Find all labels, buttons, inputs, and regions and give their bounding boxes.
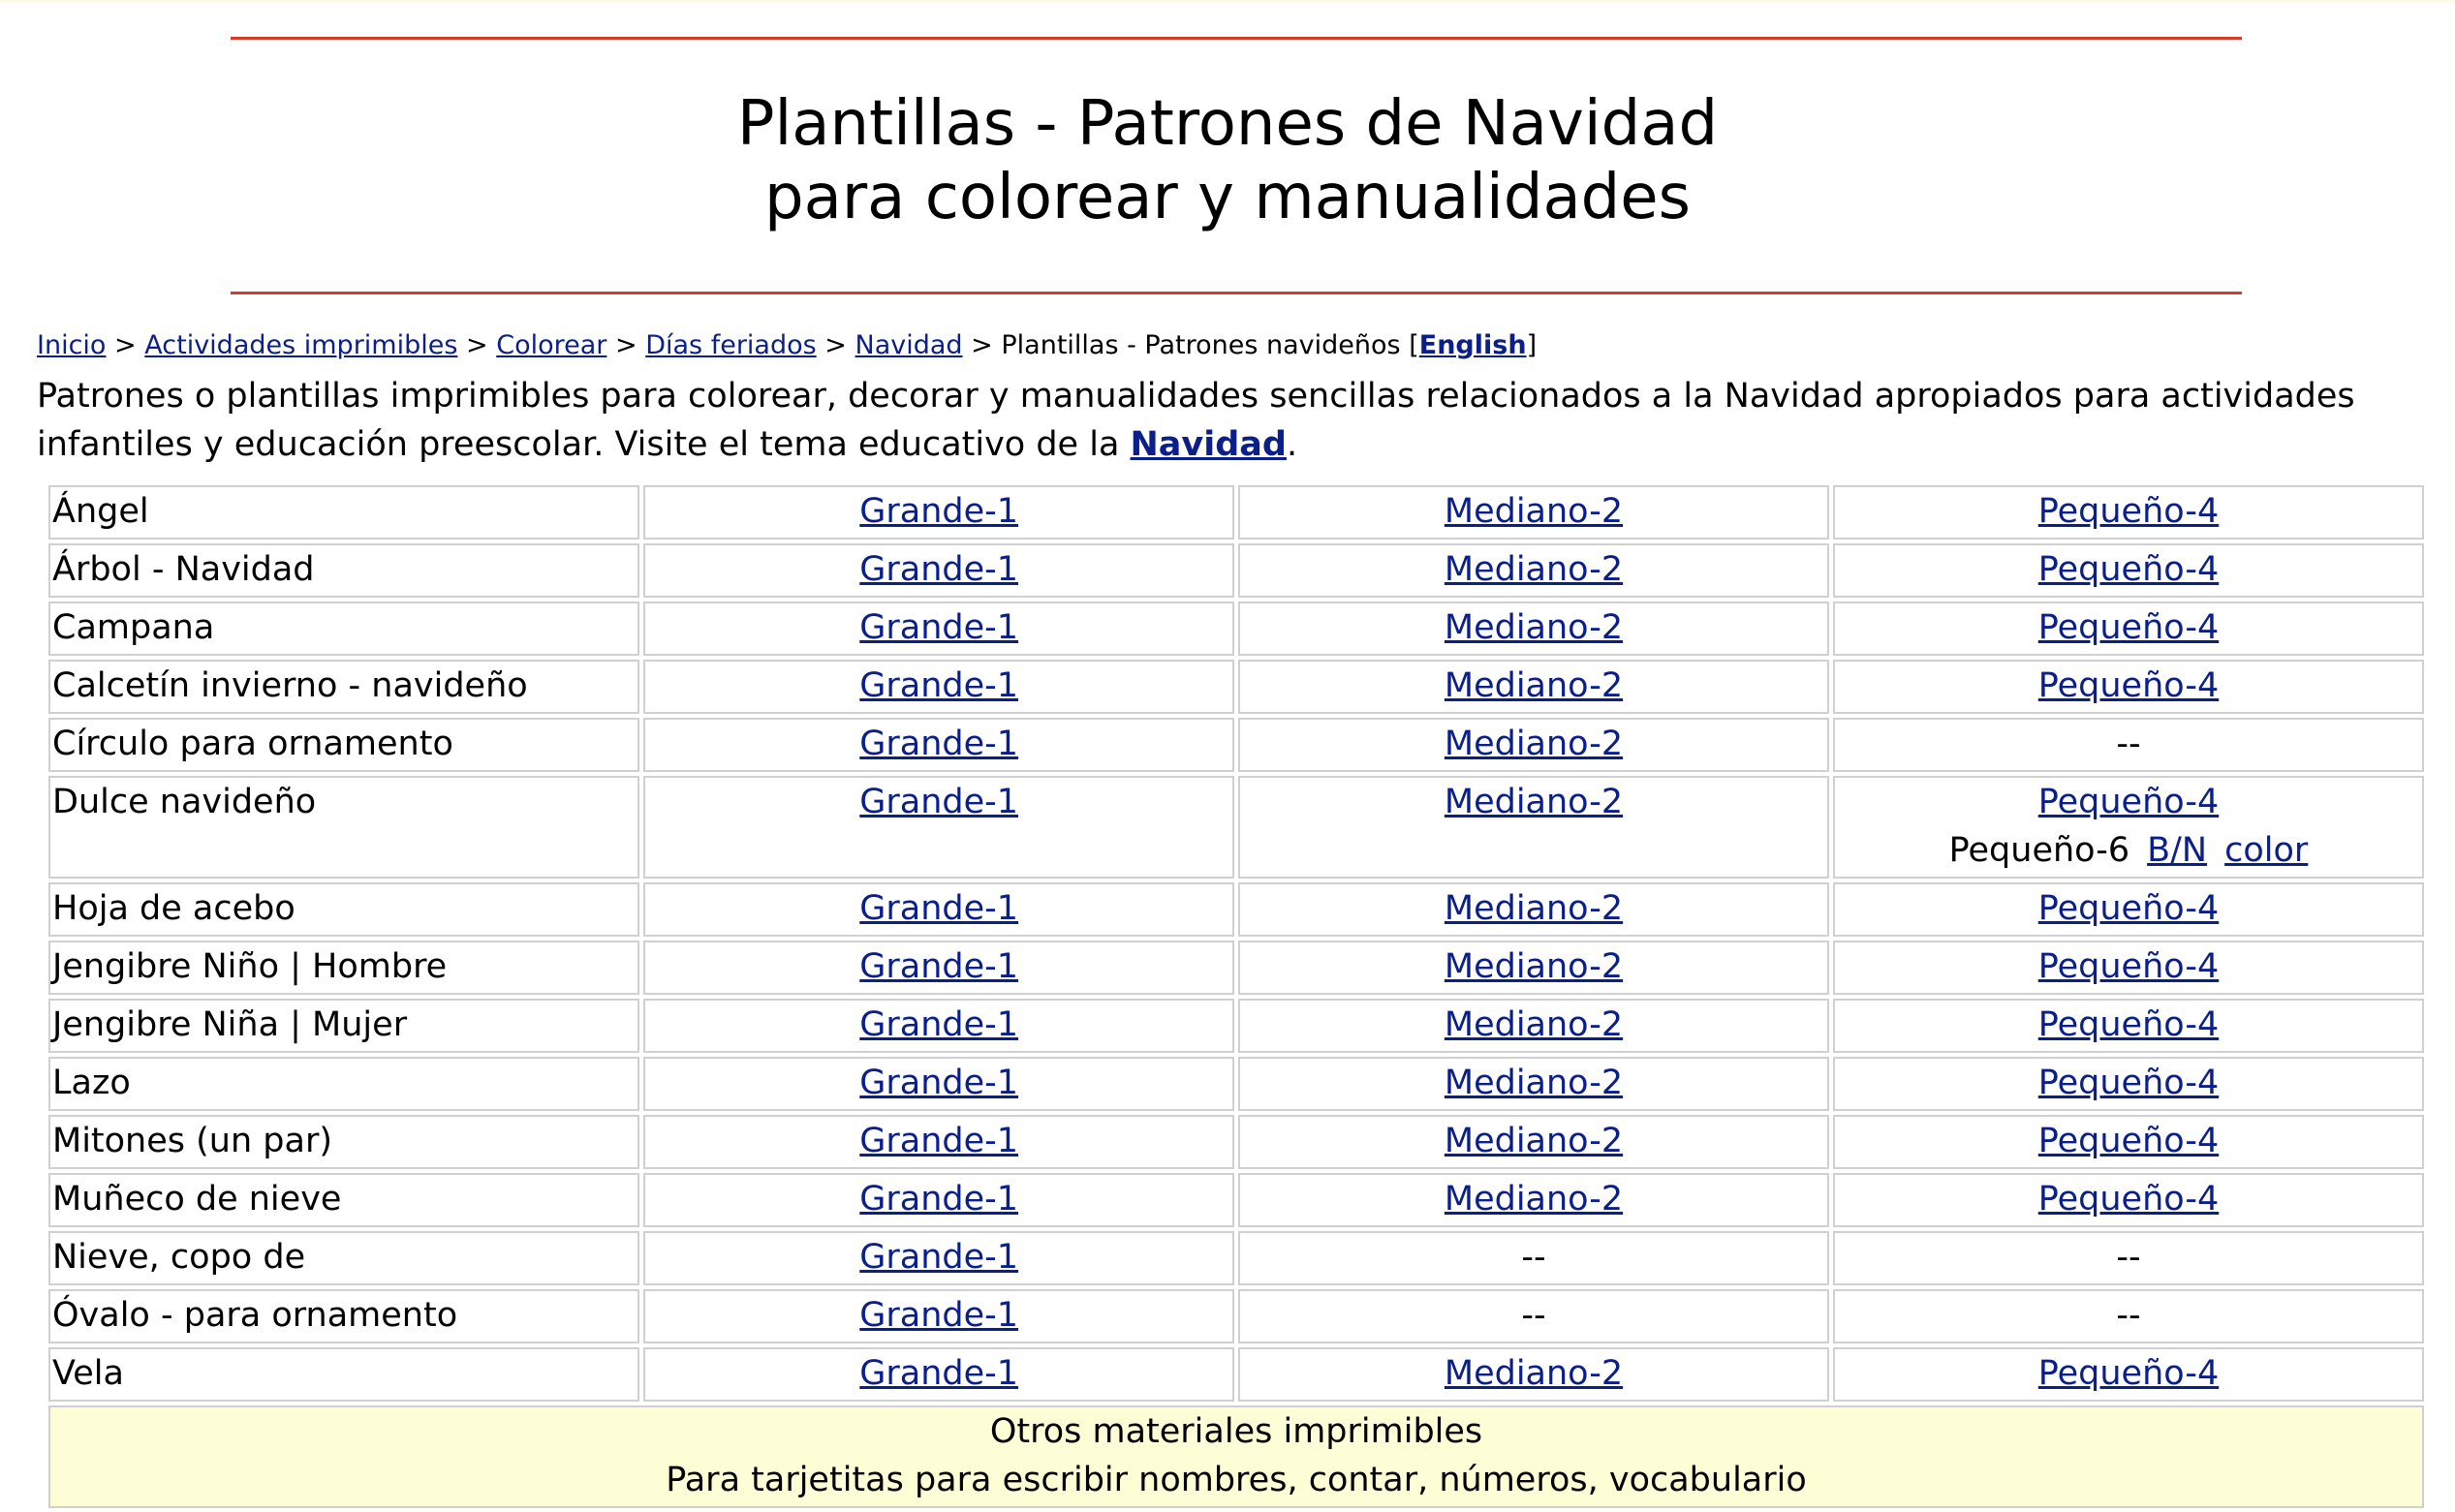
unavailable-marker: --: [1521, 1238, 1546, 1277]
templates-table-body: [48, 485, 2424, 1508]
template-name-cell: [48, 941, 639, 995]
pequeno-link[interactable]: Pequeño-4: [2037, 550, 2220, 589]
pequeno-cell: [1833, 543, 2424, 598]
page-title-line-2: para colorear y manualidades: [763, 162, 1692, 233]
grande-link[interactable]: Grande-1: [859, 1238, 1019, 1277]
breadcrumb: [37, 327, 1537, 364]
page-title-line-1: Plantillas - Patrones de Navidad: [736, 88, 1719, 160]
breadcrumb-link-actividades[interactable]: Actividades imprimibles: [144, 330, 458, 360]
template-name-cell: [48, 1347, 639, 1402]
template-name: Hoja de acebo: [52, 889, 295, 928]
mediano-cell: [1238, 660, 1829, 714]
table-row: [48, 882, 2424, 937]
grande-link[interactable]: Grande-1: [859, 947, 1019, 986]
breadcrumb-separator: >: [615, 330, 637, 360]
pequeno-link[interactable]: Pequeño-4: [2037, 1354, 2220, 1393]
template-name: Calcetín invierno - navideño: [52, 666, 528, 705]
pequeno-link[interactable]: Pequeño-4: [2037, 1122, 2220, 1160]
extra-size-label: Pequeño-6: [1948, 831, 2130, 870]
template-name: Óvalo - para ornamento: [52, 1296, 458, 1335]
template-name: Círculo para ornamento: [52, 725, 453, 763]
mediano-cell: [1238, 1173, 1829, 1227]
grande-cell: [643, 941, 1234, 995]
table-row: [48, 776, 2424, 879]
template-name: Lazo: [52, 1064, 131, 1102]
grande-link[interactable]: Grande-1: [859, 1122, 1019, 1160]
other-materials-cell: [48, 1405, 2424, 1508]
pequeno-link[interactable]: Pequeño-4: [2037, 1180, 2220, 1219]
page-title: [0, 87, 2455, 234]
grande-link[interactable]: Grande-1: [859, 1296, 1019, 1335]
extra-size-line: [1837, 826, 2420, 875]
pequeno-cell: [1833, 776, 2424, 879]
grande-link[interactable]: Grande-1: [859, 608, 1019, 647]
pequeno-link[interactable]: Pequeño-4: [2037, 492, 2220, 531]
template-name-cell: [48, 718, 639, 772]
template-name-cell: [48, 999, 639, 1053]
breadcrumb-current: Plantillas - Patrones navideños: [1001, 330, 1401, 360]
grande-cell: [643, 602, 1234, 656]
grande-cell: [643, 999, 1234, 1053]
grande-link[interactable]: Grande-1: [859, 725, 1019, 763]
table-row: [48, 1173, 2424, 1227]
table-row: [48, 1057, 2424, 1111]
mediano-cell: [1238, 999, 1829, 1053]
template-name-cell: [48, 776, 639, 879]
language-bracket-open: [: [1409, 330, 1419, 360]
mediano-link[interactable]: Mediano-2: [1444, 550, 1624, 589]
breadcrumb-link-navidad[interactable]: Navidad: [855, 330, 963, 360]
other-materials-subheading: Para tarjetitas para escribir nombres, contar, números, vocabulario: [666, 1461, 1807, 1499]
mediano-link[interactable]: Mediano-2: [1444, 783, 1624, 821]
grande-cell: [643, 1115, 1234, 1169]
pequeno-link[interactable]: Pequeño-4: [2037, 1005, 2220, 1044]
pequeno-link[interactable]: Pequeño-4: [2037, 608, 2220, 647]
grande-cell: [643, 1173, 1234, 1227]
mediano-cell: [1238, 1231, 1829, 1285]
pequeno-cell: [1833, 1115, 2424, 1169]
pequeno-cell: [1833, 718, 2424, 772]
intro-link-navidad[interactable]: Navidad: [1130, 425, 1287, 464]
unavailable-marker: --: [2116, 725, 2141, 763]
bottom-divider: [231, 292, 2242, 294]
pequeno-cell: [1833, 1347, 2424, 1402]
table-row: [48, 485, 2424, 540]
grande-link[interactable]: Grande-1: [859, 1064, 1019, 1102]
mediano-cell: [1238, 1289, 1829, 1343]
pequeno-cell: [1833, 999, 2424, 1053]
grande-link[interactable]: Grande-1: [859, 550, 1019, 589]
mediano-link[interactable]: Mediano-2: [1444, 1354, 1624, 1393]
intro-period: .: [1286, 425, 1298, 464]
grande-link[interactable]: Grande-1: [859, 1180, 1019, 1219]
table-row: [48, 543, 2424, 598]
color-link[interactable]: color: [2224, 831, 2309, 870]
mediano-cell: [1238, 1347, 1829, 1402]
pequeno-cell: [1833, 1231, 2424, 1285]
pequeno-cell: [1833, 602, 2424, 656]
template-name-cell: [48, 660, 639, 714]
mediano-link[interactable]: Mediano-2: [1444, 1180, 1624, 1219]
template-name-cell: [48, 1057, 639, 1111]
templates-table: [45, 481, 2428, 1512]
breadcrumb-link-inicio[interactable]: Inicio: [37, 330, 107, 360]
mediano-link[interactable]: Mediano-2: [1444, 947, 1624, 986]
pequeno-link[interactable]: Pequeño-4: [2037, 666, 2220, 705]
grande-cell: [643, 660, 1234, 714]
grande-link[interactable]: Grande-1: [859, 1354, 1019, 1393]
template-name: Ángel: [52, 492, 149, 531]
unavailable-marker: --: [2116, 1238, 2141, 1277]
table-row: [48, 941, 2424, 995]
grande-link[interactable]: Grande-1: [859, 783, 1019, 821]
template-name-cell: [48, 882, 639, 937]
template-name: Vela: [52, 1354, 124, 1393]
intro-paragraph: [37, 372, 2430, 469]
template-name: Árbol - Navidad: [52, 550, 315, 589]
grande-cell: [643, 485, 1234, 540]
mediano-cell: [1238, 718, 1829, 772]
mediano-cell: [1238, 1115, 1829, 1169]
pequeno-cell: [1833, 882, 2424, 937]
mediano-link[interactable]: Mediano-2: [1444, 1064, 1624, 1102]
template-name-cell: [48, 1289, 639, 1343]
template-name-cell: [48, 602, 639, 656]
template-name: Jengibre Niña | Mujer: [52, 1005, 408, 1044]
table-row: [48, 718, 2424, 772]
mediano-cell: [1238, 1057, 1829, 1111]
grande-link[interactable]: Grande-1: [859, 1005, 1019, 1044]
table-row: [48, 1289, 2424, 1343]
grande-cell: [643, 718, 1234, 772]
template-name-cell: [48, 1231, 639, 1285]
table-row: [48, 1347, 2424, 1402]
pequeno-link[interactable]: Pequeño-4: [2037, 889, 2220, 928]
mediano-link[interactable]: Mediano-2: [1444, 608, 1624, 647]
pequeno-cell: [1833, 1057, 2424, 1111]
template-name-cell: [48, 1173, 639, 1227]
mediano-link[interactable]: Mediano-2: [1444, 1122, 1624, 1160]
template-name-cell: [48, 485, 639, 540]
template-name: Campana: [52, 608, 215, 647]
pequeno-link[interactable]: Pequeño-4: [2037, 1064, 2220, 1102]
template-name: Mitones (un par): [52, 1122, 332, 1160]
pequeno-cell: [1833, 941, 2424, 995]
breadcrumb-separator: >: [971, 330, 993, 360]
mediano-cell: [1238, 602, 1829, 656]
grande-cell: [643, 882, 1234, 937]
mediano-cell: [1238, 485, 1829, 540]
black-white-link[interactable]: B/N: [2147, 831, 2208, 870]
pequeno-cell: [1833, 1289, 2424, 1343]
template-name: Dulce navideño: [52, 783, 317, 821]
table-row: [48, 660, 2424, 714]
mediano-cell: [1238, 882, 1829, 937]
mediano-link[interactable]: Mediano-2: [1444, 492, 1624, 531]
grande-link[interactable]: Grande-1: [859, 666, 1019, 705]
template-name-cell: [48, 543, 639, 598]
other-materials-heading: Otros materiales imprimibles: [989, 1412, 1483, 1451]
grande-cell: [643, 1057, 1234, 1111]
breadcrumb-separator: >: [114, 330, 137, 360]
grande-link[interactable]: Grande-1: [859, 889, 1019, 928]
table-row: [48, 999, 2424, 1053]
unavailable-marker: --: [1521, 1296, 1546, 1335]
top-strip: [0, 0, 2455, 3]
grande-cell: [643, 543, 1234, 598]
mediano-cell: [1238, 941, 1829, 995]
pequeno-link[interactable]: Pequeño-4: [2037, 783, 2220, 821]
language-bracket-close: ]: [1526, 330, 1538, 360]
breadcrumb-link-colorear[interactable]: Colorear: [496, 330, 607, 360]
pequeno-cell: [1833, 660, 2424, 714]
grande-cell: [643, 776, 1234, 879]
top-divider: [231, 37, 2242, 40]
template-name-cell: [48, 1115, 639, 1169]
mediano-link[interactable]: Mediano-2: [1444, 666, 1624, 705]
intro-text: Patrones o plantillas imprimibles para colorear, decorar y manualidades sencillas relacionados a la Navidad apropiados para actividades infantiles y educación preescolar. Visite el tema educativo de la: [37, 377, 2355, 464]
table-row: [48, 1115, 2424, 1169]
table-row: [48, 602, 2424, 656]
grande-cell: [643, 1347, 1234, 1402]
table-row: [48, 1231, 2424, 1285]
language-link-english[interactable]: English: [1418, 330, 1527, 360]
template-name: Jengibre Niño | Hombre: [52, 947, 448, 986]
mediano-cell: [1238, 776, 1829, 879]
breadcrumb-separator: >: [824, 330, 847, 360]
unavailable-marker: --: [2116, 1296, 2141, 1335]
template-name: Muñeco de nieve: [52, 1180, 342, 1219]
grande-cell: [643, 1289, 1234, 1343]
grande-link[interactable]: Grande-1: [859, 492, 1019, 531]
template-name: Nieve, copo de: [52, 1238, 306, 1277]
pequeno-cell: [1833, 485, 2424, 540]
mediano-link[interactable]: Mediano-2: [1444, 889, 1624, 928]
other-materials-row: [48, 1405, 2424, 1508]
pequeno-link[interactable]: Pequeño-4: [2037, 947, 2220, 986]
breadcrumb-separator: >: [466, 330, 488, 360]
breadcrumb-link-dias-feriados[interactable]: Días feriados: [645, 330, 817, 360]
mediano-link[interactable]: Mediano-2: [1444, 725, 1624, 763]
mediano-link[interactable]: Mediano-2: [1444, 1005, 1624, 1044]
mediano-cell: [1238, 543, 1829, 598]
grande-cell: [643, 1231, 1234, 1285]
pequeno-cell: [1833, 1173, 2424, 1227]
